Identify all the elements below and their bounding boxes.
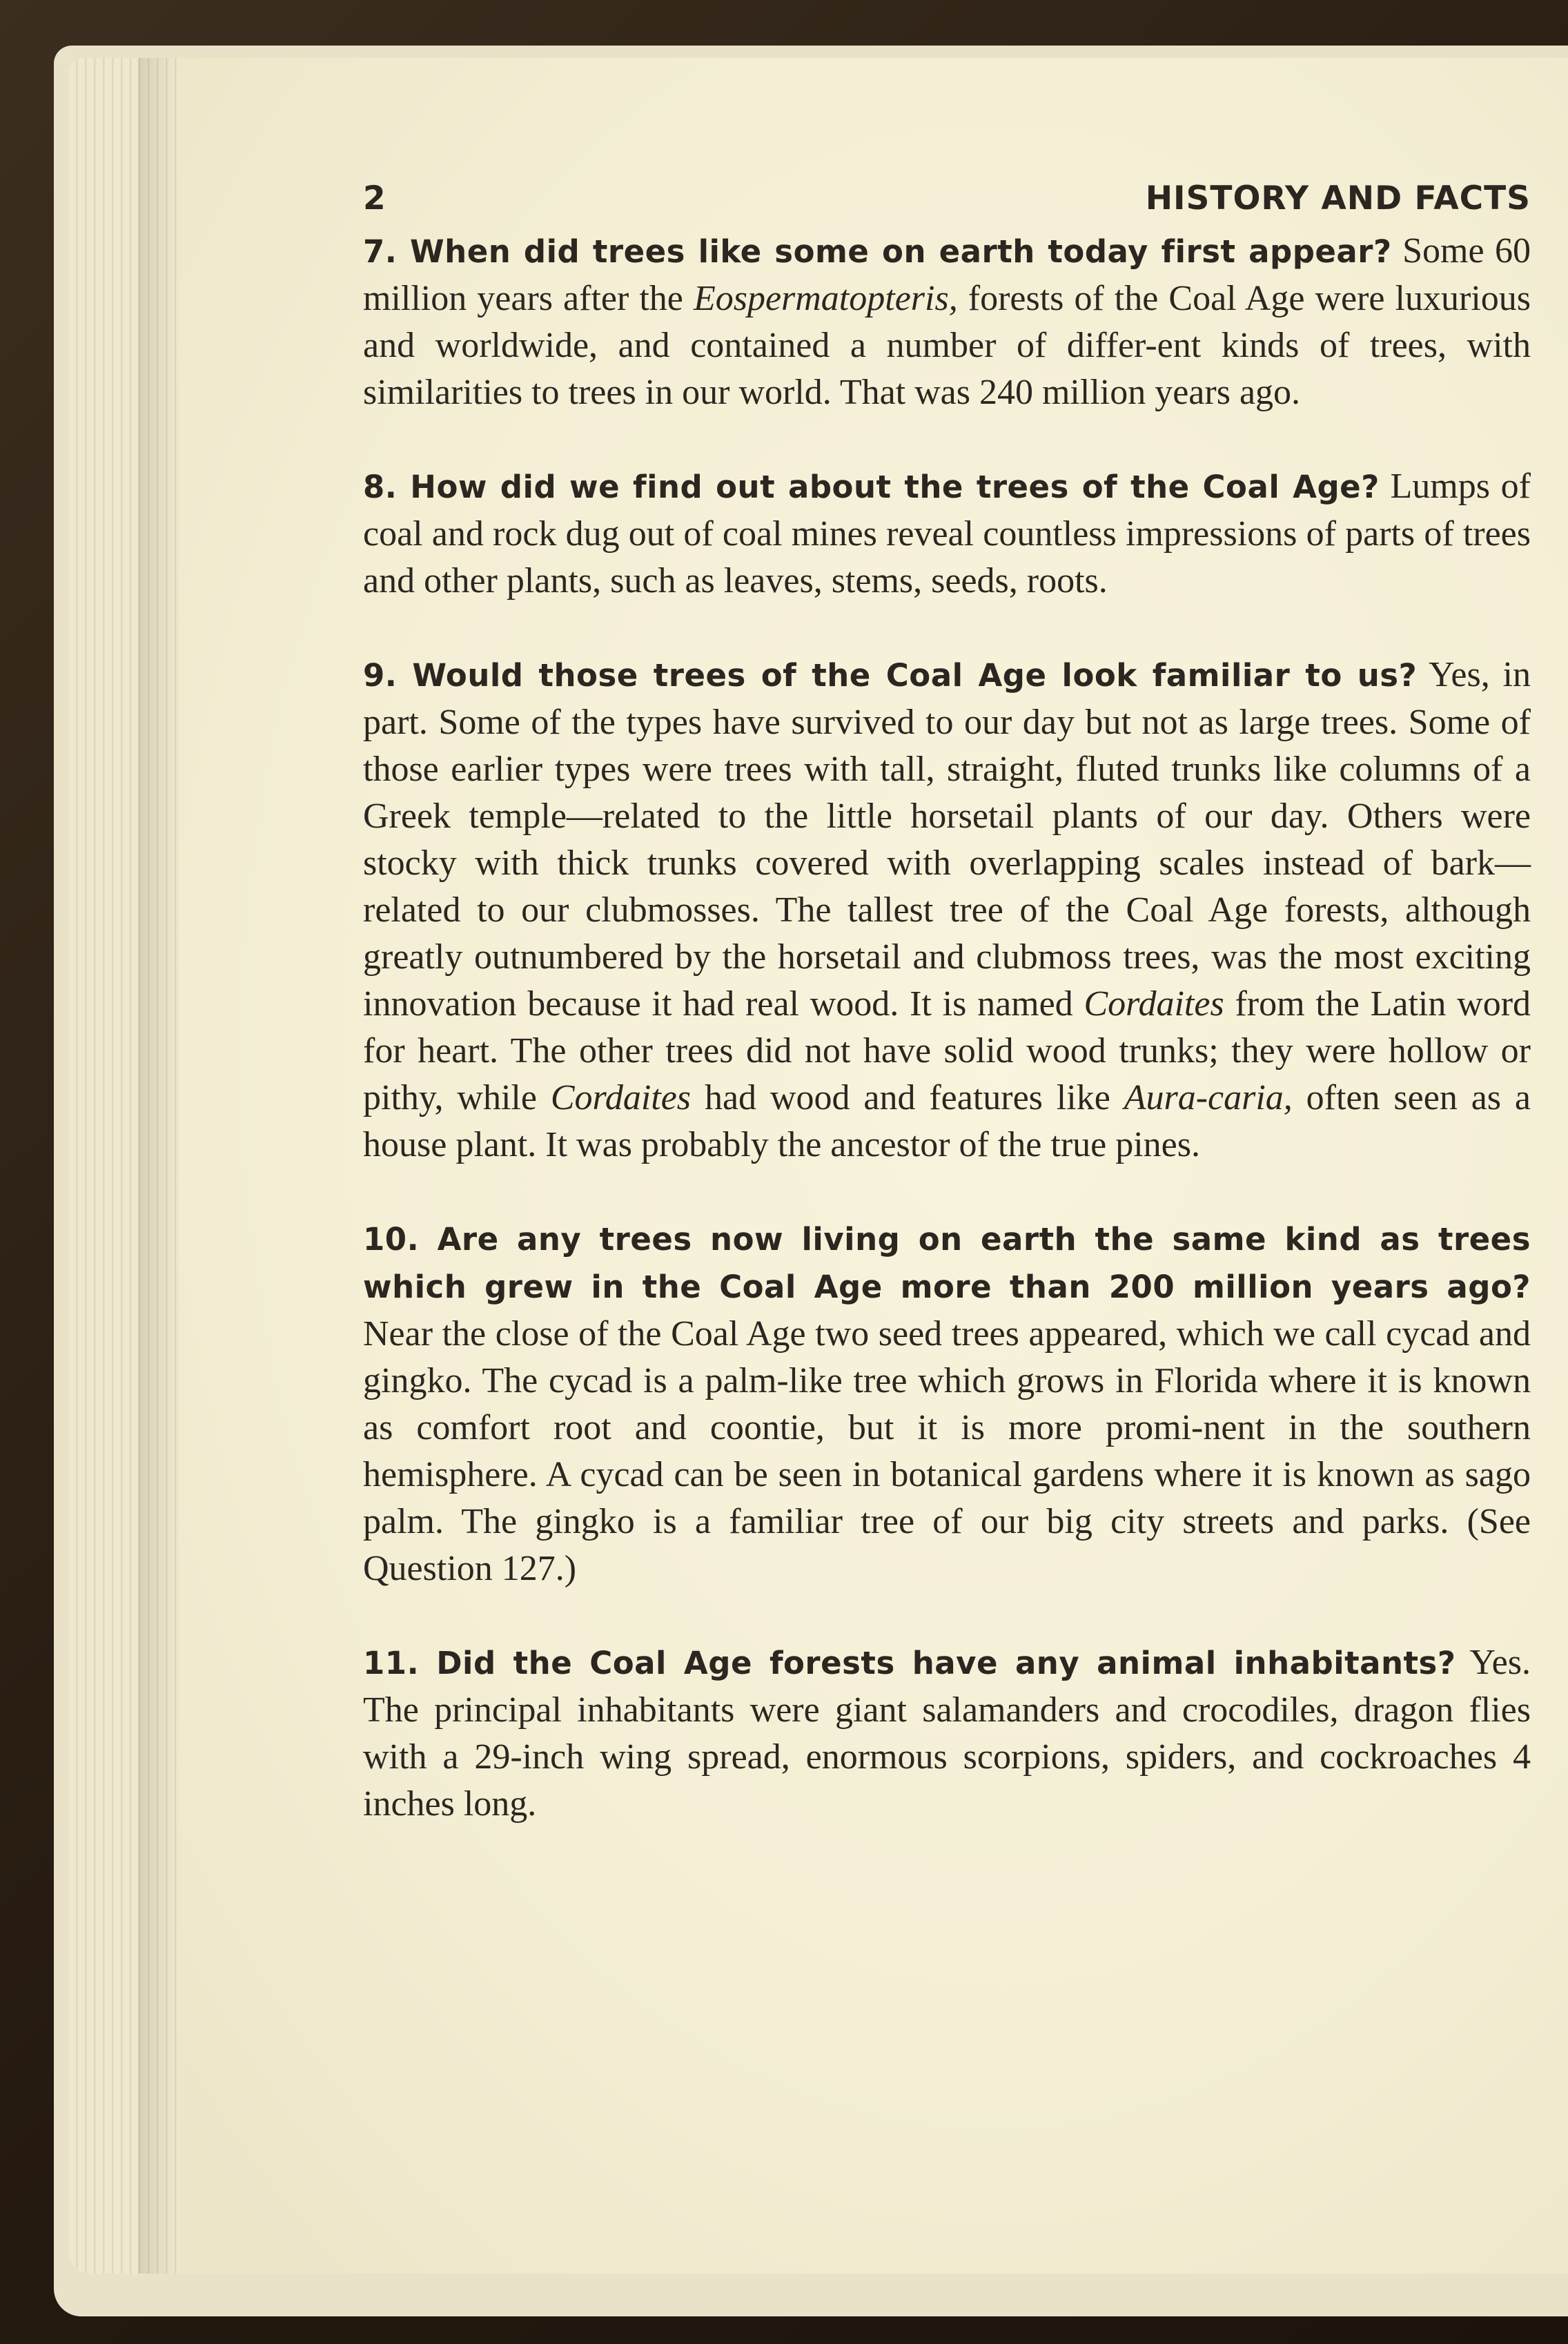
question-9-answer-italic: Aura-caria, <box>1124 1078 1293 1117</box>
question-7-answer-part: Some 60 million years after the <box>363 231 1531 318</box>
question-11-answer: Yes. The principal inhabitants were giant salamanders and crocodiles, dragon flies with a 29-inch wing spread, enormous scorpions, spiders, and cockroaches 4 inches long. <box>363 1643 1531 1824</box>
question-9 <box>363 652 1531 1169</box>
question-9-answer-italic: Cordaites <box>550 1078 692 1117</box>
question-8-heading: 8. How did we find out about the trees of the Coal Age? <box>363 469 1380 505</box>
question-9-answer-part: from the Latin word for heart. The other trees did not have solid wood trunks; they were hollow or pithy, while <box>363 984 1531 1117</box>
running-head <box>363 173 1531 228</box>
question-10 <box>363 1215 1531 1592</box>
page-content <box>363 173 1531 1828</box>
question-11-heading: 11. Did the Coal Age forests have any animal inhabitants? <box>363 1645 1456 1681</box>
page-number: 2 <box>363 179 386 217</box>
question-9-answer-part: Yes, in part. Some of the types have survived to our day but not as large trees. Some of those earlier types were trees with tall, straight, fluted trunks like columns of a Greek temple—related to the little horsetail plants of our day. Others were stocky with thick trunks covered with overlapping scales instead of bark—related to our clubmosses. The tallest tree of the Coal Age forests, although greatly outnumbered by the horsetail and clubmoss trees, was the most exciting innovation because it had real wood. It is named <box>363 655 1531 1024</box>
question-7-answer-part: forests of the Coal Age were luxurious and worldwide, and contained a number of differ-ent kinds of trees, with similarities to trees in our world. That was 240 million years ago. <box>363 279 1531 412</box>
question-9-heading: 9. Would those trees of the Coal Age look familiar to us? <box>363 657 1418 694</box>
question-9-answer-italic: Cordaites <box>1084 984 1224 1024</box>
question-8 <box>363 463 1531 605</box>
question-9-answer-part: often seen as a house plant. It was probably the ancestor of the true pines. <box>363 1078 1531 1164</box>
question-10-heading: 10. Are any trees now living on earth the same kind as trees which grew in the Coal Age more than 200 million years ago? <box>363 1221 1531 1305</box>
question-7-answer-italic: Eospermatopteris, <box>693 279 958 318</box>
question-11 <box>363 1639 1531 1828</box>
question-9-answer-part: had wood and features like <box>691 1078 1124 1117</box>
section-title: HISTORY AND FACTS <box>1145 179 1531 217</box>
question-8-answer: Lumps of coal and rock dug out of coal mines reveal countless impressions of parts of trees and other plants, such as leaves, stems, seeds, roots. <box>363 467 1531 600</box>
question-7-heading: 7. When did trees like some on earth today first appear? <box>363 233 1392 270</box>
spine-shadow <box>138 58 179 2274</box>
question-10-answer: Near the close of the Coal Age two seed trees appeared, which we call cycad and gingko. The cycad is a palm-like tree which grows in Florida where it is known as comfort root and coontie, but it is more promi-nent in the southern hemisphere. A cycad can be seen in botanical gardens where it is known as sago palm. The gingko is a familiar tree of our big city streets and parks. (See Question 127.) <box>363 1314 1531 1588</box>
question-7 <box>363 228 1531 416</box>
